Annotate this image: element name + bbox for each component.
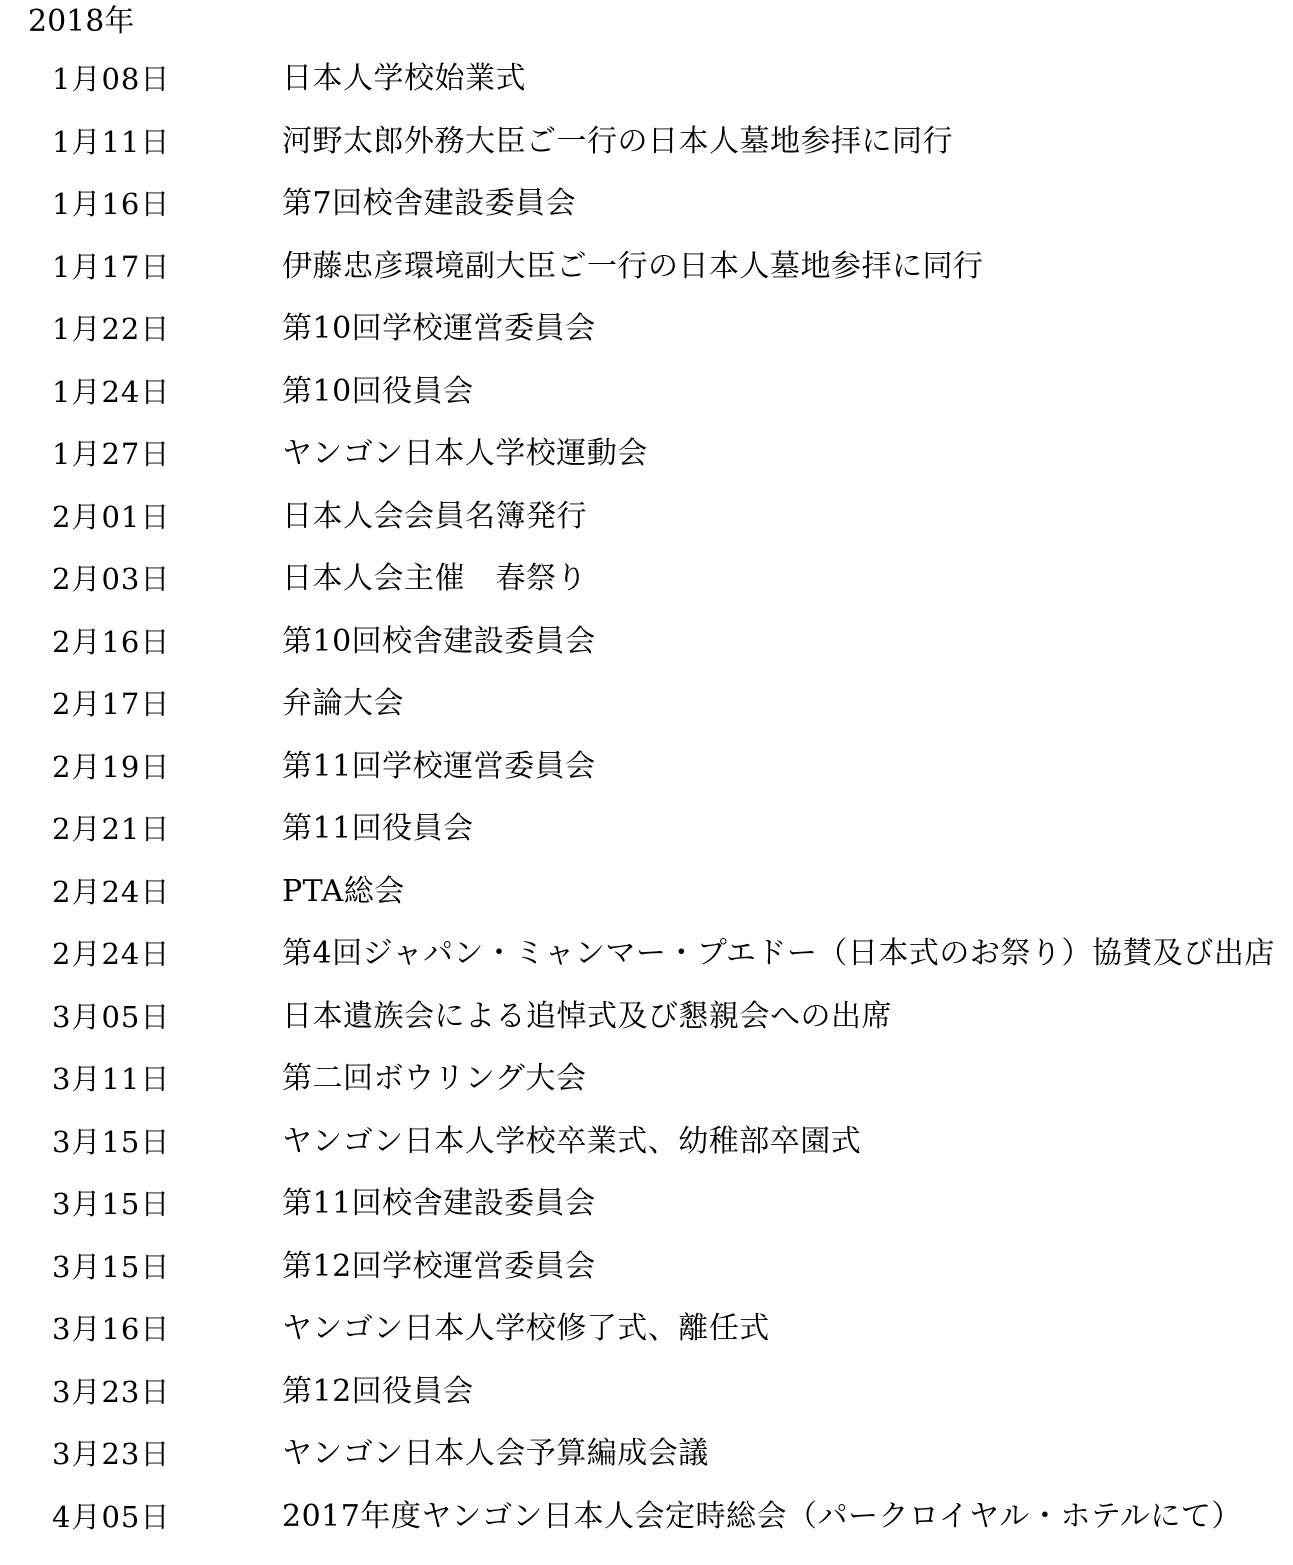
- event-row: [0, 1370, 1293, 1433]
- event-date: 2月17日: [52, 687, 171, 721]
- event-row: [0, 745, 1293, 808]
- event-description: 日本人学校始業式: [282, 61, 526, 96]
- event-date: 2月16日: [52, 624, 171, 659]
- event-row: [0, 495, 1293, 558]
- event-row: [0, 620, 1293, 683]
- event-row: [0, 370, 1293, 433]
- event-description: ヤンゴン日本人学校卒業式、幼稚部卒園式: [282, 1123, 862, 1159]
- event-date: 2月21日: [52, 812, 171, 846]
- event-date: 1月24日: [52, 374, 171, 409]
- year-heading: 2018年: [28, 4, 135, 39]
- event-row: [0, 682, 1293, 745]
- event-date: 3月15日: [52, 1249, 171, 1284]
- event-date: 2月03日: [52, 562, 171, 596]
- event-row: [0, 120, 1293, 183]
- event-row: [0, 870, 1293, 933]
- event-description: 第4回ジャパン・ミャンマー・プエドー（日本式のお祭り）協賛及び出店: [282, 936, 1275, 971]
- event-date: 3月15日: [52, 1187, 171, 1221]
- event-description: 日本人会会員名簿発行: [282, 498, 587, 534]
- event-row: [0, 1182, 1293, 1245]
- event-date: 3月15日: [52, 1124, 171, 1159]
- event-description: ヤンゴン日本人学校運動会: [282, 436, 648, 471]
- event-row: [0, 432, 1293, 495]
- event-row: [0, 807, 1293, 870]
- event-description: 第11回学校運営委員会: [282, 748, 596, 784]
- event-date: 1月17日: [52, 249, 171, 284]
- event-description: ヤンゴン日本人学校修了式、離任式: [282, 1311, 770, 1346]
- event-description: PTA総会: [282, 873, 405, 909]
- event-date: 3月11日: [52, 1062, 171, 1096]
- event-row: [0, 1495, 1293, 1558]
- event-row: [0, 1432, 1293, 1495]
- event-description: 第11回校舎建設委員会: [282, 1186, 596, 1221]
- event-description: 第11回役員会: [282, 811, 474, 846]
- event-date: 1月22日: [52, 312, 171, 346]
- event-date: 3月23日: [52, 1374, 171, 1409]
- event-row: [0, 932, 1293, 995]
- event-row: [0, 182, 1293, 245]
- event-description: 第10回学校運営委員会: [282, 311, 596, 346]
- event-date: 1月11日: [52, 124, 171, 159]
- event-row: [0, 1245, 1293, 1308]
- event-date: 3月23日: [52, 1437, 171, 1471]
- event-description: ヤンゴン日本人会予算編成会議: [282, 1436, 709, 1471]
- event-row: [0, 557, 1293, 620]
- event-date: 2月24日: [52, 874, 171, 909]
- event-date: 3月05日: [52, 999, 171, 1034]
- event-date: 2月01日: [52, 499, 171, 534]
- event-row: [0, 1307, 1293, 1370]
- event-list: [0, 57, 1293, 1557]
- event-row: [0, 1120, 1293, 1183]
- event-row: [0, 57, 1293, 120]
- event-description: 第12回役員会: [282, 1373, 474, 1409]
- event-description: 弁論大会: [282, 686, 404, 721]
- event-date: 1月27日: [52, 437, 171, 471]
- event-date: 4月05日: [52, 1499, 171, 1534]
- event-description: 伊藤忠彦環境副大臣ご一行の日本人墓地参拝に同行: [282, 248, 984, 284]
- event-date: 2月19日: [52, 749, 171, 784]
- event-description: 第二回ボウリング大会: [282, 1061, 587, 1096]
- event-description: 第7回校舎建設委員会: [282, 186, 577, 221]
- event-date: 1月08日: [52, 62, 171, 96]
- event-description: 第12回学校運営委員会: [282, 1248, 596, 1284]
- event-description: 第10回役員会: [282, 373, 474, 409]
- event-description: 日本遺族会による追悼式及び懇親会への出席: [282, 998, 892, 1034]
- event-row: [0, 245, 1293, 308]
- event-description: 2017年度ヤンゴン日本人会定時総会（パークロイヤル・ホテルにて）: [282, 1498, 1242, 1534]
- event-date: 2月24日: [52, 937, 171, 971]
- event-description: 河野太郎外務大臣ご一行の日本人墓地参拝に同行: [282, 123, 953, 159]
- event-description: 第10回校舎建設委員会: [282, 623, 596, 659]
- event-row: [0, 995, 1293, 1058]
- event-date: 1月16日: [52, 187, 171, 221]
- event-row: [0, 1057, 1293, 1120]
- event-description: 日本人会主催 春祭り: [282, 561, 587, 596]
- event-date: 3月16日: [52, 1312, 171, 1346]
- event-row: [0, 307, 1293, 370]
